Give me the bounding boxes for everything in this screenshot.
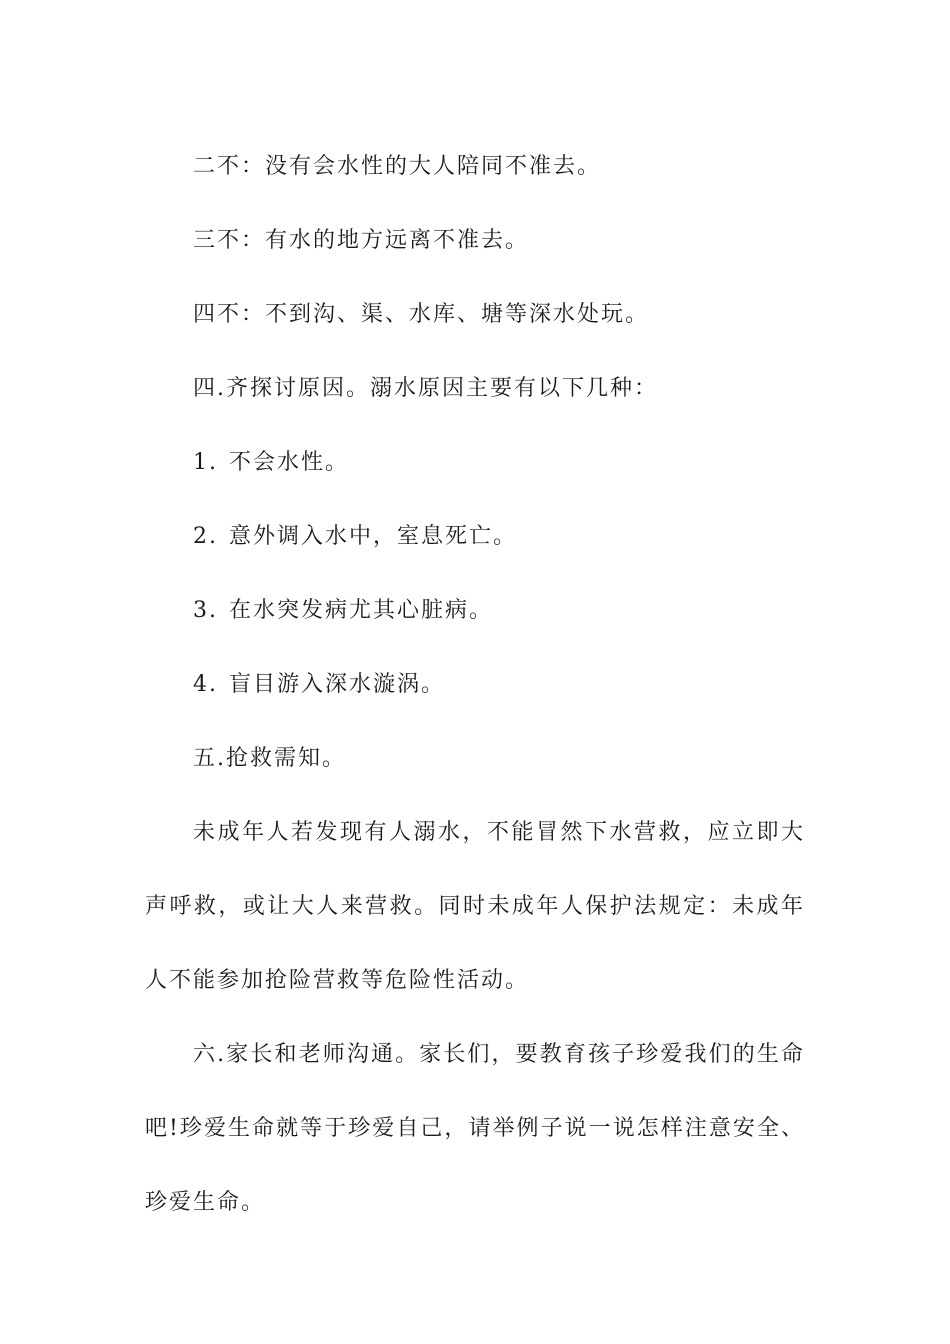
rule-three-paragraph: 三不：有水的地方远离不准去。 — [193, 228, 530, 253]
cause-number: 2. — [193, 524, 218, 549]
cause-item — [145, 648, 805, 722]
cause-item — [145, 426, 805, 500]
cause-item — [145, 500, 805, 574]
cause-number: 1. — [193, 450, 218, 475]
cause-text: 在水突发病尤其心脏病。 — [229, 598, 494, 623]
document-body — [145, 130, 805, 1240]
cause-text: 意外调入水中，室息死亡。 — [229, 524, 518, 549]
rule-two-paragraph: 二不：没有会水性的大人陪同不准去。 — [193, 154, 602, 179]
cause-text: 盲目游入深水漩涡。 — [229, 672, 446, 697]
cause-number: 3. — [193, 598, 218, 623]
section-five-heading: 五.抢救需知。 — [193, 746, 346, 771]
section-five-paragraph: 未成年人若发现有人溺水，不能冒然下水营救，应立即大声呼救，或让大人来营救。同时未成年人保护法规定：未成年人不能参加抢险营救等危险性活动。 — [145, 820, 805, 993]
section-four-heading: 四.齐探讨原因。溺水原因主要有以下几种： — [193, 376, 658, 401]
cause-item — [145, 574, 805, 648]
section-six-paragraph: 六.家长和老师沟通。家长们，要教育孩子珍爱我们的生命吧!珍爱生命就等于珍爱自己，请举例子说一说怎样注意安全、珍爱生命。 — [145, 1042, 805, 1215]
cause-number: 4. — [193, 672, 218, 697]
rule-four-paragraph: 四不：不到沟、渠、水库、塘等深水处玩。 — [193, 302, 650, 327]
cause-text: 不会水性。 — [229, 450, 350, 475]
